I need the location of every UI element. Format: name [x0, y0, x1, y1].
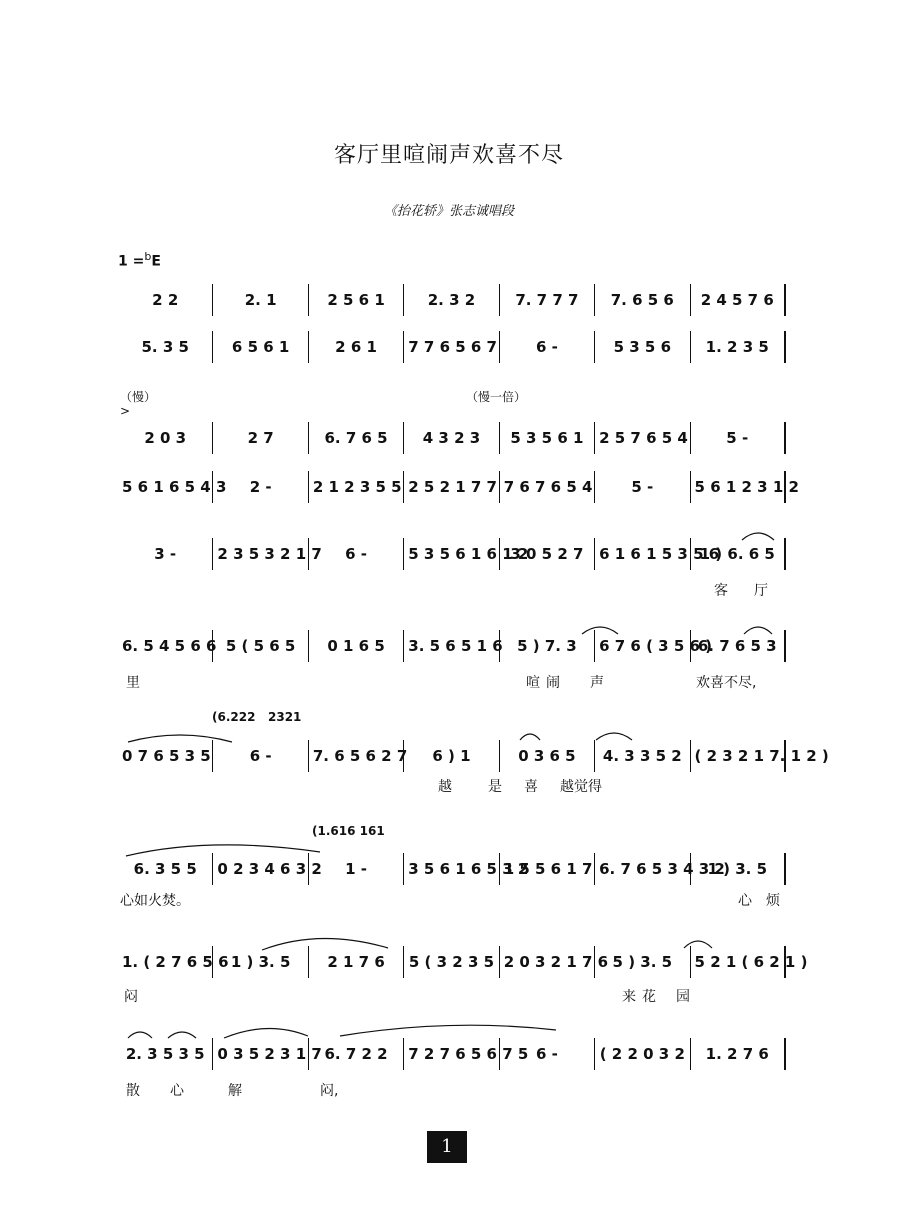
measure: 6 - [500, 331, 595, 363]
lyric-word: 厅 [754, 583, 768, 599]
measure: 7 2 7 6 5 6 7 5 [404, 1038, 499, 1070]
lyrics-row-9 [118, 986, 786, 1006]
measure: 5 3 5 6 [595, 331, 690, 363]
measure: 1. 2 3 5 [691, 331, 786, 363]
measure: 5 6 1 6 5 4 3 [118, 471, 213, 503]
score-row-6 [118, 626, 786, 666]
score-row-5 [118, 534, 786, 574]
score-row-8 [118, 849, 786, 889]
key-accidental: b [144, 250, 152, 263]
lyrics-row-8 [118, 890, 786, 910]
measure: 6. 7 6 5 3 [691, 630, 786, 662]
measure: 5 ) 7. 3 [500, 630, 595, 662]
tempo-marking-half: （慢一倍） [466, 390, 527, 404]
measure: 2 1 7 6 [309, 946, 404, 978]
measure: 2. 3 2 [404, 284, 499, 316]
lyric-word: 心如火焚。 [120, 893, 190, 909]
measure: 3 - [118, 538, 213, 570]
measure: 2 - [213, 471, 308, 503]
measure: 5 ) 3. 5 [595, 946, 690, 978]
lyric-word: 是 [488, 779, 502, 795]
measure: 7. 6 5 6 2 7 [309, 740, 404, 772]
measure: 6. 7 6 5 3 4 3 2 [595, 853, 690, 885]
measure: 2 0 3 2 1 7 6 [500, 946, 595, 978]
measure: 6. 7 6 5 [309, 422, 404, 454]
measure: 5 ( 3 2 3 5 [404, 946, 499, 978]
lyrics-row-7 [118, 776, 786, 796]
page-number: 1 [427, 1131, 467, 1163]
measure: ( 2 3 2 1 7. 1 2 ) [691, 740, 786, 772]
measure: 4. 3 3 5 2 [595, 740, 690, 772]
measure: 3 0 5 2 7 [500, 538, 595, 570]
lyrics-row-5 [118, 580, 786, 600]
lyric-word: 烦 [766, 893, 780, 909]
measure: 2. 3 5 3 5 [118, 1038, 213, 1070]
measure: 1 - [309, 853, 404, 885]
tempo-marking-slow: （慢） [120, 390, 157, 404]
measure: 7. 7 7 7 [500, 284, 595, 316]
accent-mark: > [120, 404, 131, 418]
page-title: 客厅里喧闹声欢喜不尽 [333, 143, 564, 168]
score-row-4 [118, 467, 799, 507]
measure: 2. 1 [213, 284, 308, 316]
measure: 2 5 6 1 [309, 284, 404, 316]
lyric-word: 越觉得 [560, 779, 602, 795]
lyric-word: 园 [676, 989, 690, 1005]
measure: 0 7 6 5 3 5 [118, 740, 213, 772]
lyric-word: 心 [170, 1083, 184, 1099]
key-note: E [151, 253, 161, 270]
lyric-word: 解 [228, 1083, 242, 1099]
lyric-word: 欢喜不尽, [696, 675, 757, 691]
measure: 3 5 6 1 6 5 3 2 [404, 853, 499, 885]
measure: 6 5 6 1 [213, 331, 308, 363]
ornament-marking-b: 2321 [268, 710, 302, 724]
measure: 6 7 6 ( 3 5 6 ) [595, 630, 690, 662]
measure: 0 1 6 5 [309, 630, 404, 662]
measure: ( 2 2 0 3 2 [595, 1038, 690, 1070]
lyric-word: 声 [590, 675, 604, 691]
lyric-word: 客 [714, 583, 728, 599]
measure: 2 1 2 3 5 5 [309, 471, 404, 503]
measure: 5 3 5 6 1 [500, 422, 595, 454]
lyric-word: 闷, [320, 1083, 339, 1099]
measure: 2 2 [118, 284, 213, 316]
measure: 0 2 3 4 6 3 2 [213, 853, 308, 885]
measure: 1. 2 7 6 [691, 1038, 786, 1070]
measure: 5 6 1 2 3 1 2 [691, 471, 786, 503]
measure: 0 3 5 2 3 1 7 [213, 1038, 308, 1070]
measure: 7 6 7 6 5 4 [500, 471, 595, 503]
lyrics-row-10 [118, 1080, 786, 1100]
score-row-7 [118, 736, 829, 776]
score-row-2 [118, 327, 786, 367]
measure: 6 - [309, 538, 404, 570]
measure: 2 0 3 [118, 422, 213, 454]
measure: 6. 3 5 5 [118, 853, 213, 885]
measure: 5. 3 5 [118, 331, 213, 363]
measure: 1 ) 3. 5 [691, 853, 786, 885]
measure: 2 6 1 [309, 331, 404, 363]
key-signature [118, 250, 161, 270]
ornament-marking-a: (6.222 [212, 710, 256, 724]
lyric-word: 来花 [622, 989, 662, 1005]
measure: 5 3 5 6 1 6 1 2 [404, 538, 499, 570]
measure: 5 2 1 ( 6 2 1 ) [691, 946, 786, 978]
measure: 6. 5 4 5 6 6 [118, 630, 213, 662]
measure: 3. 5 6 5 1 6 [404, 630, 499, 662]
ornament-marking-c: (1.616 161 [312, 824, 385, 838]
lyric-word: 散 [126, 1083, 140, 1099]
measure: 1. ( 2 7 6 5 6 [118, 946, 213, 978]
score-row-10 [118, 1034, 786, 1074]
measure: 5 ( 5 6 5 [213, 630, 308, 662]
score-row-9 [118, 942, 808, 982]
lyric-word: 里 [126, 675, 140, 691]
lyric-word: 喜 [524, 779, 538, 795]
key-prefix: 1 = [118, 253, 145, 270]
measure: 2 5 7 6 5 4 [595, 422, 690, 454]
measure: 2 4 5 7 6 [691, 284, 786, 316]
score-row-3 [118, 418, 786, 458]
measure: 2 5 2 1 7 7 [404, 471, 499, 503]
lyric-word: 心 [738, 893, 752, 909]
lyrics-row-6 [118, 672, 786, 692]
measure: 0 3 6 5 [500, 740, 595, 772]
measure: 6 ) 1 [404, 740, 499, 772]
measure: 6 1 6 1 5 3 5 6 [595, 538, 690, 570]
measure: 5 - [691, 422, 786, 454]
measure: 4 3 2 3 [404, 422, 499, 454]
measure: 5 - [595, 471, 690, 503]
measure: 1 5 5 6 1 7 [500, 853, 595, 885]
measure: 1 ) 6. 6 5 [691, 538, 786, 570]
measure: 6 - [213, 740, 308, 772]
lyric-word: 闷 [124, 989, 138, 1005]
lyric-word: 喧闹 [526, 675, 566, 691]
measure: 6. 7 2 2 [309, 1038, 404, 1070]
page-subtitle: 《抬花轿》张志诚唱段 [383, 204, 514, 219]
lyric-word: 越 [438, 779, 452, 795]
score-row-1 [118, 280, 786, 320]
measure: 2 7 [213, 422, 308, 454]
measure: 2 3 5 3 2 1 7 [213, 538, 308, 570]
measure: 7 7 6 5 6 7 [404, 331, 499, 363]
measure: 1 ) 3. 5 [213, 946, 308, 978]
measure: 6 - [500, 1038, 595, 1070]
measure: 7. 6 5 6 [595, 284, 690, 316]
